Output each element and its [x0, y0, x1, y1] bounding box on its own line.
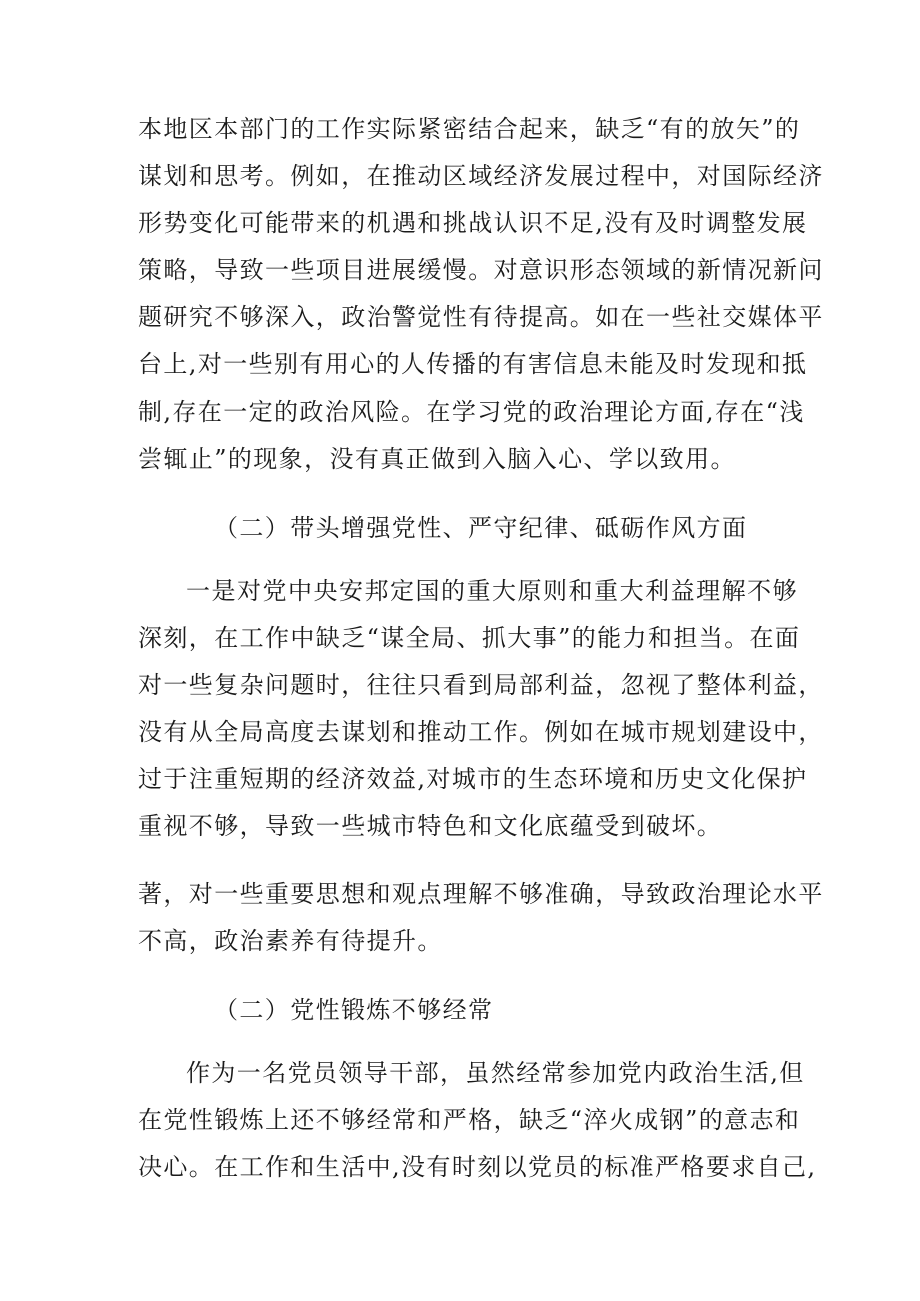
section-heading: （二）带头增强党性、严守纪律、砥砺作风方面	[214, 514, 748, 542]
paragraph-line: 形势变化可能带来的机遇和挑战认识不足,没有及时调整发展	[138, 209, 808, 237]
paragraph-line: 在党性锻炼上还不够经常和严格，缺乏“淬火成钢”的意志和	[138, 1106, 801, 1134]
paragraph-line: 制,存在一定的政治风险。在学习党的政治理论方面,存在“浅	[138, 398, 805, 426]
paragraph-line: 题研究不够深入，政治警觉性有待提高。如在一些社交媒体平	[138, 303, 824, 331]
paragraph-line: 尝辄止”的现象，没有真正做到入脑入心、学以致用。	[138, 445, 736, 473]
paragraph-line: 本地区本部门的工作实际紧密结合起来，缺乏“有的放矢”的	[138, 115, 801, 143]
paragraph-line: 对一些复杂问题时，往往只看到局部利益，忽视了整体利益，	[138, 671, 824, 699]
paragraph-line: 没有从全局高度去谋划和推动工作。例如在城市规划建设中，	[138, 718, 824, 746]
paragraph-line: 谋划和思考。例如，在推动区域经济发展过程中，对国际经济	[138, 162, 824, 190]
paragraph-line: 著，对一些重要思想和观点理解不够准确，导致政治理论水平	[138, 880, 824, 908]
section-heading: （二）党性锻炼不够经常	[214, 996, 494, 1024]
paragraph-line: 作为一名党员领导干部，虽然经常参加党内政治生活,但	[186, 1059, 805, 1087]
paragraph-line: 深刻，在工作中缺乏“谋全局、抓大事”的能力和担当。在面	[138, 624, 801, 652]
paragraph-line: 过于注重短期的经济效益,对城市的生态环境和历史文化保护	[138, 765, 808, 793]
paragraph-line: 重视不够，导致一些城市特色和文化底蕴受到破坏。	[138, 812, 723, 840]
paragraph-line: 一是对党中央安邦定国的重大原则和重大利益理解不够	[186, 577, 798, 605]
paragraph-line: 决心。在工作和生活中,没有时刻以党员的标准严格要求自己,	[138, 1153, 817, 1181]
paragraph-line: 策略，导致一些项目进展缓慢。对意识形态领域的新情况新问	[138, 256, 824, 284]
paragraph-line: 不高，政治素养有待提升。	[138, 927, 443, 955]
paragraph-line: 台上,对一些别有用心的人传播的有害信息未能及时发现和抵	[138, 350, 808, 378]
